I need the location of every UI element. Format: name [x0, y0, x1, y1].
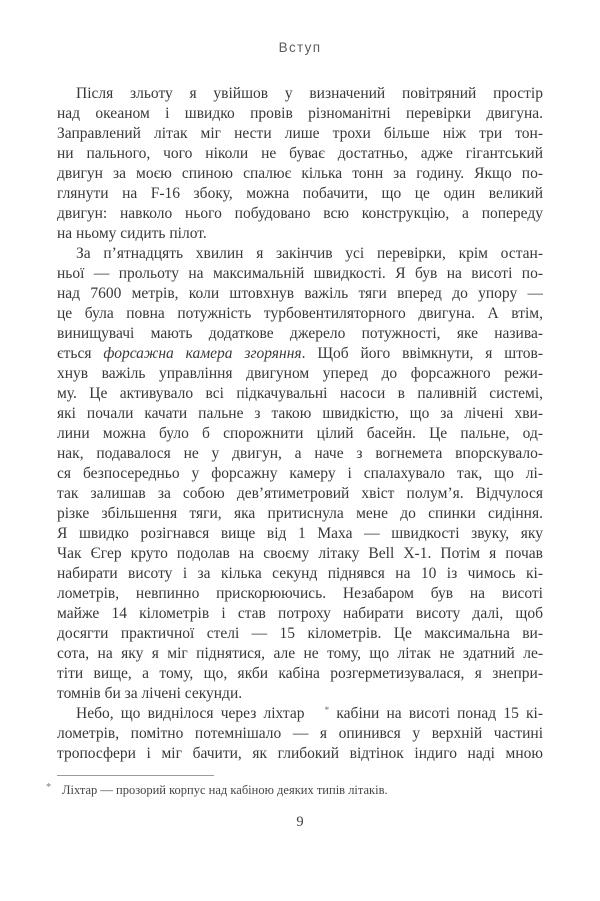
text-line: винищувачі мають додаткове джерело потужності, яке назива-	[57, 325, 543, 342]
text-line: ся безпосередньо у форсажну камеру і спалахувало так, що лі-	[57, 465, 543, 482]
text-line: які почали качати пальне з такою швидкістю, що за лічені хви-	[57, 405, 543, 422]
text-line: Заправлений літак міг нести лише трохи більше ніж три тон-	[57, 125, 543, 142]
text-line: ньої — прольоту на максимальній швидкості. Я був на висоті по-	[57, 265, 543, 282]
text-line: тропосфери і міг бачити, як глибокий відтінок індиго наді мною	[57, 745, 543, 762]
line-segment: Небо, що виднілося через ліхтар	[76, 705, 305, 722]
text-line: двигун: навколо нього побудовано всю конструкцію, а попереду	[57, 205, 543, 222]
text-line: набирати висоту і за кілька секунд піднявся на 10 із чимось кі-	[57, 565, 543, 582]
text-line: це була повна потужність турбовентиляторного двигуна. А втім,	[57, 305, 543, 322]
text-line: Чак Єгер круто подолав на своєму літаку Bell X-1. Потім я почав	[57, 545, 543, 562]
text-line: майже 14 кілометрів і став потроху набирати висоту далі, щоб	[57, 605, 543, 622]
text-line: двигун за моєю спиною спалює кілька тонн за годину. Якщо по-	[57, 165, 543, 182]
chapter-heading: Вступ	[278, 40, 322, 55]
line-segment: ється	[57, 345, 104, 362]
text-line: на ньому сидить пілот.	[57, 225, 207, 242]
footnote-reference: *	[324, 706, 330, 716]
text-line: Після зльоту я увійшов у визначений повітряний простір	[76, 85, 543, 102]
footnote-marker: *	[46, 782, 52, 793]
text-line: різке збільшення тяги, яка притиснула мене до спинки сидіння.	[57, 505, 543, 522]
text-line: За п’ятнадцять хвилин я закінчив усі перевірки, крім остан-	[76, 245, 543, 262]
page-number: 9	[296, 814, 304, 830]
text-line	[57, 704, 543, 724]
text-line: томнів би за лічені секунди.	[57, 685, 243, 702]
text-line: так залишав за собою дев’ятиметровий хвіст полум’я. Відчулося	[57, 485, 543, 502]
text-line: нак, подавалося не у двигун, а наче з вогнемета впорскувало-	[57, 445, 543, 462]
text-line: ни пального, чого ніколи не буває достатньо, адже гігантський	[57, 145, 543, 162]
text-line: досягти практичної стелі — 15 кілометрів. Це максимальна ви-	[57, 625, 543, 642]
text-line: глянути на F-16 збоку, можна побачити, що це один великий	[57, 185, 543, 202]
text-line: над 7600 метрів, коли штовхнув важіль тяги вперед до упору —	[57, 285, 543, 302]
text-line: му. Це активувало всі підкачувальні насоси в паливній системі,	[57, 385, 543, 402]
text-line: Я швидко розігнався вище від 1 Маха — швидкості звуку, яку	[57, 525, 543, 542]
text-line: тіти вище, а тому, що, якби кабіна розгерметизувалася, я знепри-	[57, 665, 543, 682]
text-line: сота, на яку я міг піднятися, але не тому, що літак не здатний ле-	[57, 645, 543, 662]
text-line: лометрів, помітно потемнішало — я опинився у верхній частині	[57, 725, 543, 742]
line-segment: кабіни на висоті понад 15 кі-	[329, 705, 543, 722]
text-line: лини можна було б спорожнити цілий басейн. Це пальне, од-	[57, 425, 543, 442]
text-line	[57, 344, 543, 364]
italic-phrase: форсажна камера згоряння	[103, 345, 302, 362]
text-line: над океаном і швидко провів різноманітні перевірки двигуна.	[57, 105, 543, 122]
footnote-divider	[57, 775, 214, 776]
line-segment: . Щоб його ввімкнути, я штов-	[301, 345, 543, 362]
footnote-text: Ліхтар — прозорий корпус над кабіною деяких типів літаків.	[62, 783, 388, 797]
body-text	[57, 84, 543, 764]
text-line: хнув важіль управління двигуном уперед до форсажного режи-	[57, 365, 543, 382]
text-line: лометрів, невпинно прискорюючись. Незабаром був на висоті	[57, 585, 543, 602]
